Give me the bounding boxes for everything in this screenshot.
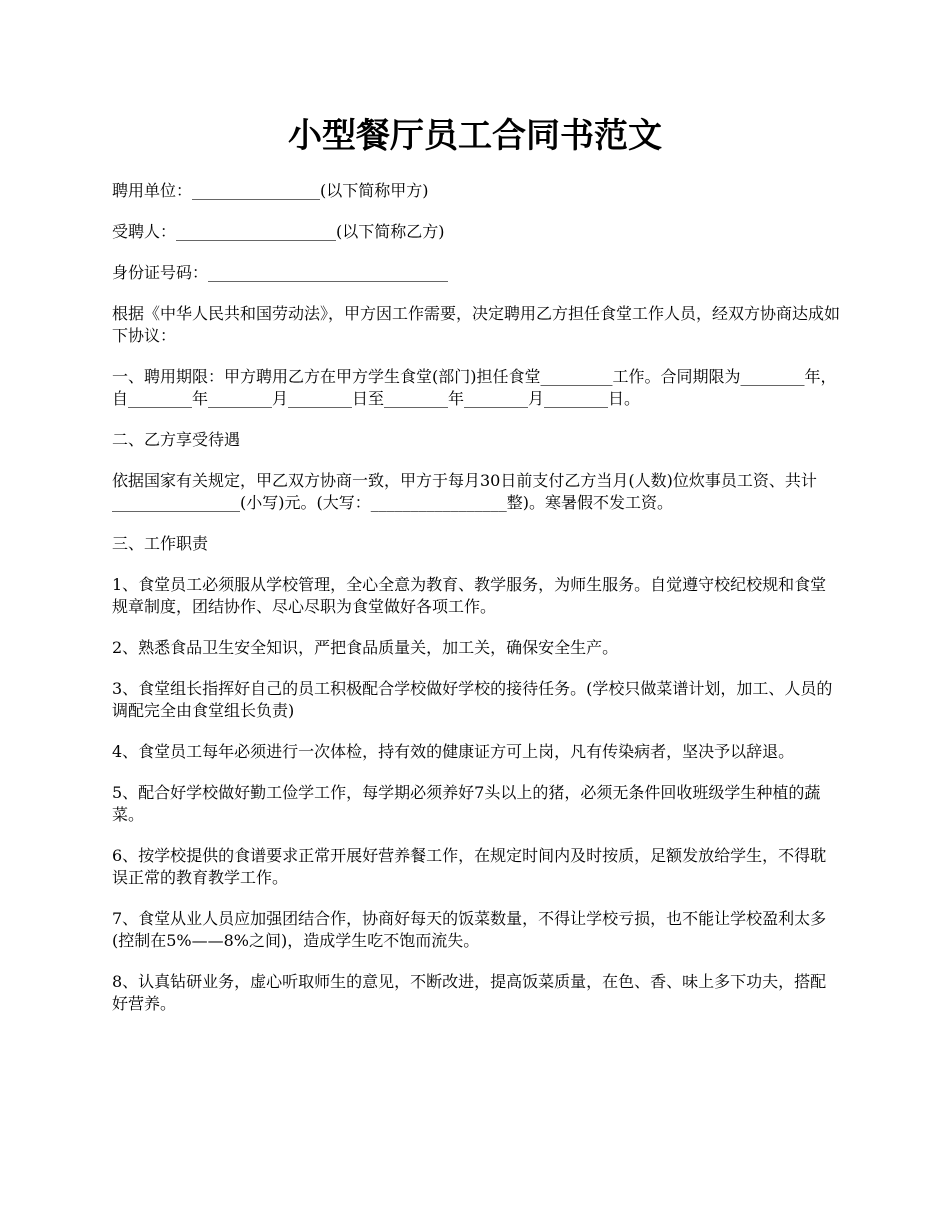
section-2-body: 依据国家有关规定，甲乙双方协商一致，甲方于每月30日前支付乙方当月(人数)位炊事员工资、共计________________(小写)元。(大写：_________________整)。寒暑假不发工资。 xyxy=(112,471,817,512)
duty-item-2: 2、熟悉食品卫生安全知识，严把食品质量关，加工关，确保安全生产。 xyxy=(112,638,619,657)
employer-line: 聘用单位：________________(以下简称甲方) xyxy=(112,181,429,200)
employee-line: 受聘人：____________________(以下简称乙方) xyxy=(112,222,445,241)
duty-item-7: 7、食堂从业人员应加强团结合作，协商好每天的饭菜数量，不得让学校亏损，也不能让学校盈利太多(控制在5%——8%之间)，造成学生吃不饱而流失。 xyxy=(112,909,827,950)
document-body xyxy=(112,180,840,1034)
duty-item-1: 1、食堂员工必须服从学校管理，全心全意为教育、教学服务，为师生服务。自觉遵守校纪校规和食堂规章制度，团结协作、尽心尽职为食堂做好各项工作。 xyxy=(112,575,827,616)
duty-item-6: 6、按学校提供的食谱要求正常开展好营养餐工作，在规定时间内及时按质，足额发放给学生，不得耽误正常的教育教学工作。 xyxy=(112,846,827,887)
duty-item-5: 5、配合好学校做好勤工俭学工作，每学期必须养好7头以上的猪，必须无条件回收班级学生种植的蔬菜。 xyxy=(112,783,821,824)
section-2-heading: 二、乙方享受待遇 xyxy=(112,430,241,449)
id-number-line: 身份证号码：______________________________ xyxy=(112,263,449,282)
section-1-term: 一、聘用期限：甲方聘用乙方在甲方学生食堂(部门)担任食堂_________工作。合同期限为________年，自________年________月________日至________年________月________日。 xyxy=(112,367,837,408)
duty-item-4: 4、食堂员工每年必须进行一次体检，持有效的健康证方可上岗，凡有传染病者，坚决予以辞退。 xyxy=(112,742,795,761)
preamble-paragraph: 根据《中华人民共和国劳动法》，甲方因工作需要，决定聘用乙方担任食堂工作人员，经双方协商达成如下协议： xyxy=(112,304,841,345)
duty-item-8: 8、认真钻研业务，虚心听取师生的意见，不断改进，提高饭菜质量，在色、香、味上多下功夫，搭配好营养。 xyxy=(112,972,827,1013)
section-3-heading: 三、工作职责 xyxy=(112,534,209,553)
duty-item-3: 3、食堂组长指挥好自己的员工积极配合学校做好学校的接待任务。(学校只做菜谱计划，加工、人员的调配完全由食堂组长负责) xyxy=(112,679,833,720)
document-title: 小型餐厅员工合同书范文 xyxy=(288,116,662,156)
